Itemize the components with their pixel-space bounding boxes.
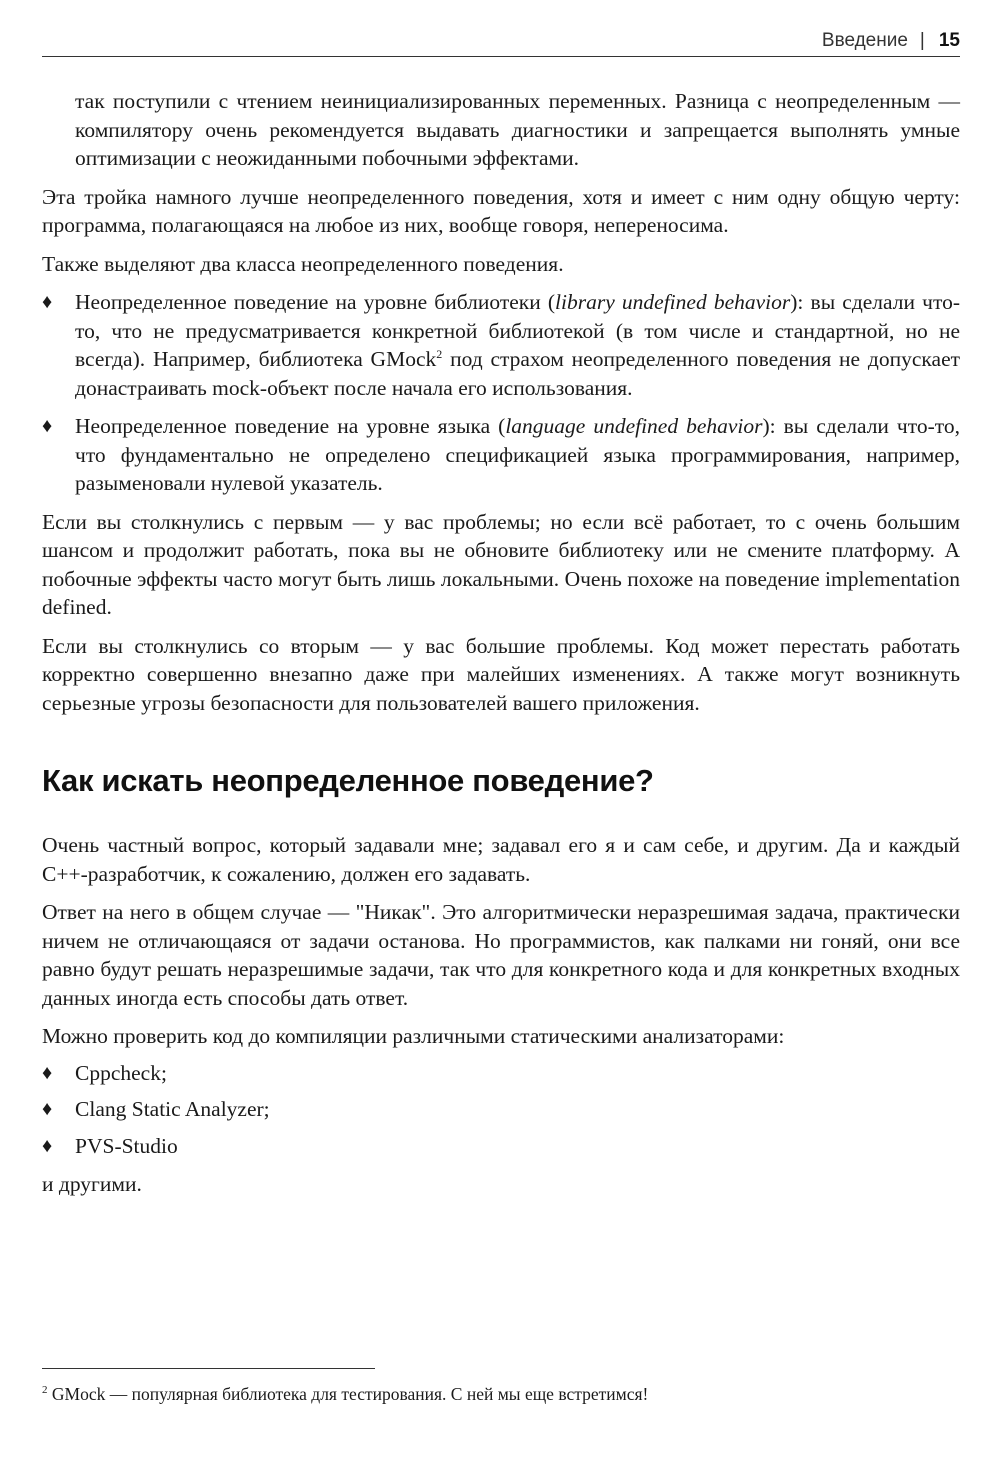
diamond-bullet-icon: ♦ <box>42 1061 53 1084</box>
paragraph: Можно проверить код до компиляции различными статическими анализаторами: <box>42 1024 785 1048</box>
italic-term: language undefined behavior <box>505 414 763 438</box>
header-section-title: Введение <box>821 30 908 51</box>
footnote-number: 2 <box>42 1384 48 1397</box>
paragraph: Ответ на него в общем случае — "Никак". Это алгоритмически неразрешимая задача, практически ничем не отличающаяся от задачи останова. Но программистов, как палками ни гоняй, они все равно будут решать неразрешимые задачи, так что для конкретного кода и для конкретных входных данных иногда есть способы дать ответ. <box>42 900 960 1010</box>
running-header <box>42 28 960 57</box>
paragraph: Если вы столкнулись со вторым — у вас большие проблемы. Код может перестать работать корректно совершенно внезапно даже при малейших изменениях. А также могут возникнуть серьезные угрозы безопасности для пользователей вашего приложения. <box>42 633 960 715</box>
list-item <box>42 288 960 402</box>
footnote <box>42 1382 960 1406</box>
section-heading-wrap <box>42 761 960 801</box>
header-right <box>822 30 960 52</box>
diamond-bullet-icon: ♦ <box>42 1098 53 1120</box>
diamond-bullet-icon: ♦ <box>42 415 53 437</box>
text-run: ): вы сделали что-то, что не предусматривается конкретной библиотекой (в том числе и стандартной, но не всегда). Например, библиотека GMock <box>75 290 960 371</box>
diamond-bullet-icon: ♦ <box>42 291 53 313</box>
page-number: 15 <box>938 30 960 51</box>
page-content <box>42 87 960 1199</box>
continued-list-text <box>42 87 960 173</box>
diamond-bullet-icon: ♦ <box>42 1134 53 1157</box>
text-run: Неопределенное поведение на уровне библиотеки ( <box>75 290 556 314</box>
paragraph: Очень частный вопрос, который задавали мне; задавал его я и сам себе, и другим. Да и каждый C++-разработчик, к сожалению, должен его задавать. <box>42 833 960 886</box>
footnote-text: GMock — популярная библиотека для тестирования. С ней мы еще встретимся! <box>47 1384 649 1404</box>
paragraph: Также выделяют два класса неопределенного поведения. <box>42 251 564 276</box>
list-item-text <box>75 288 960 402</box>
text-run: Неопределенное поведение на уровне языка ( <box>75 414 506 438</box>
list-item-text: PVS-Studio <box>75 1133 178 1158</box>
footnote-divider <box>42 1368 375 1369</box>
paragraph: Эта тройка намного лучше неопределенного поведения, хотя и имеет с ним одну общую черту: программа, полагающаяся на любое из них, вообще говоря, непереносима. <box>42 184 960 237</box>
italic-term: library undefined behavior <box>555 290 791 314</box>
footnote-reference[interactable]: 2 <box>436 346 443 361</box>
text-run: под страхом неопределенного поведения не допускает донастраивать mock-объект после начала его использования. <box>75 347 961 400</box>
list-item-text <box>75 412 960 498</box>
list-item-text: Cppcheck; <box>75 1060 167 1085</box>
list-item <box>42 1059 960 1088</box>
list-item <box>42 1132 960 1161</box>
list-item <box>42 412 960 498</box>
paragraph: так поступили с чтением неинициализированных переменных. Разница с неопределенным — компилятору очень рекомендуется выдавать диагностики и запрещается выполнять умные оптимизации с неожиданными побочными эффектами. <box>75 89 960 170</box>
paragraph: Если вы столкнулись с первым — у вас проблемы; но если всё работает, то с очень большим шансом и продолжит работать, пока вы не обновите библиотеку или не смените платформу. А побочные эффекты часто могут быть лишь локальными. Очень похоже на поведение implementation defined. <box>42 509 960 619</box>
paragraph: и другими. <box>42 1172 142 1196</box>
section-heading: Как искать неопределенное поведение? <box>42 763 654 798</box>
list-item-text: Clang Static Analyzer; <box>75 1097 270 1121</box>
list-item <box>42 1095 960 1124</box>
header-separator: | <box>919 30 925 51</box>
text-run: ): вы сделали что-то, что фундаментально не определено спецификацией языка программирования, например, разыменовали нулевой указатель. <box>75 414 960 495</box>
